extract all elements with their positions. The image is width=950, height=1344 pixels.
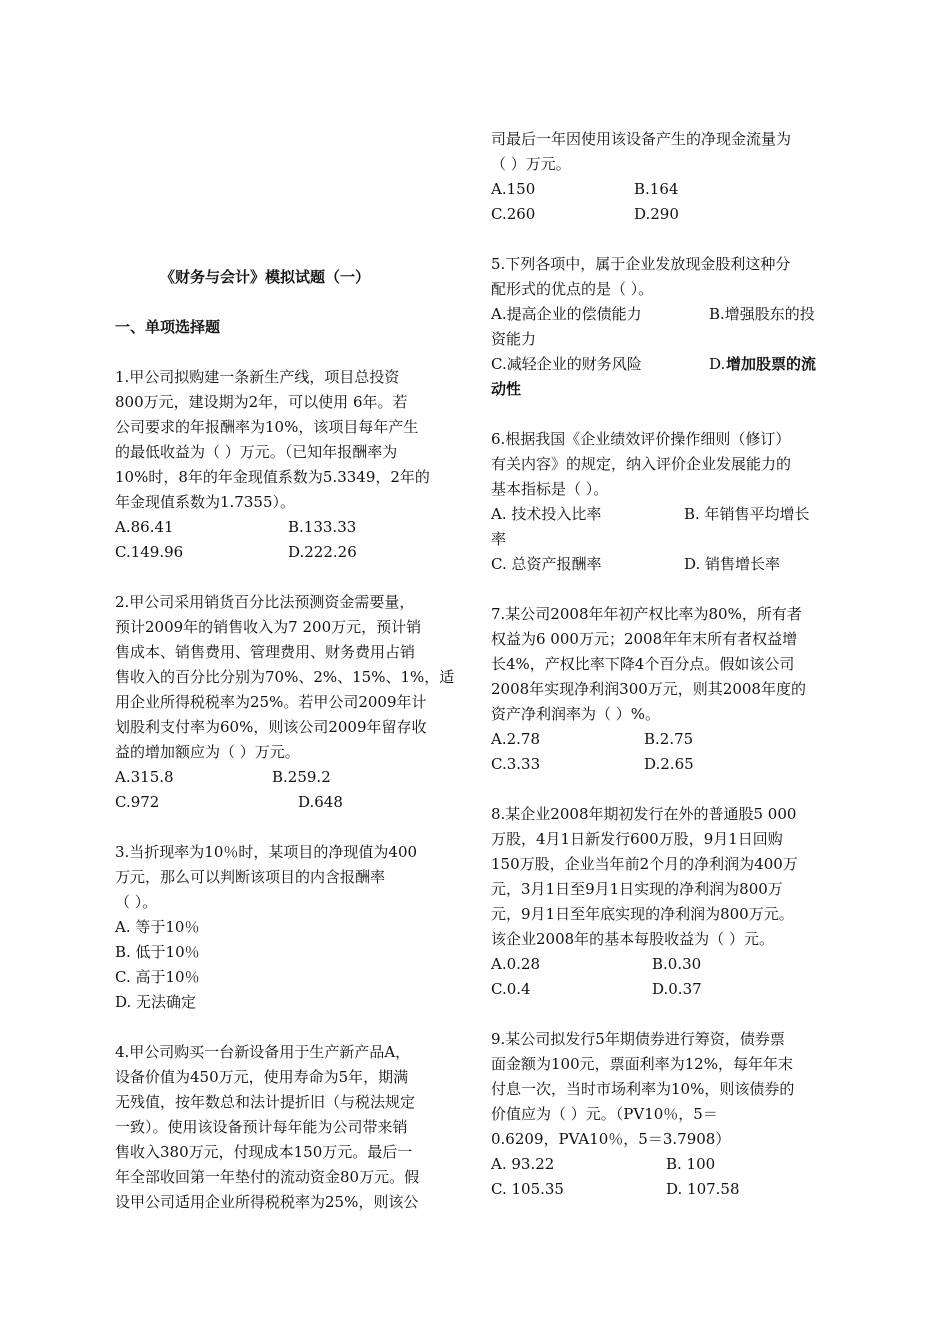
question-text-line: 800万元，建设期为2年，可以使用 6年。若 <box>115 393 408 411</box>
question-text-line: 1.甲公司拟购建一条新生产线，项目总投资 <box>115 368 400 386</box>
option-b: B.0.30 <box>652 955 702 973</box>
section-heading: 一、单项选择题 <box>115 318 221 336</box>
option-d: D.2.65 <box>644 755 694 773</box>
question-text-line: 权益为6 000万元；2008年年末所有者权益增 <box>491 630 798 648</box>
question-text-line: 的最低收益为（ ）万元。（已知年报酬率为 <box>115 443 398 461</box>
option-a: A.315.8 <box>115 768 174 786</box>
option-b: B. 年销售平均增长 <box>684 505 810 523</box>
option-c: C.972 <box>115 793 160 811</box>
option-c: C.260 <box>491 205 536 223</box>
option-b: B. 低于10％ <box>115 943 200 961</box>
option-a: A. 技术投入比率 <box>491 505 602 523</box>
option-a: A.0.28 <box>491 955 540 973</box>
question-text-line: 2.甲公司采用销货百分比法预测资金需要量， <box>115 593 415 611</box>
question-text-line: 配形式的优点的是（ ）。 <box>491 280 654 298</box>
question-text-line: 公司要求的年报酬率为10%，该项目每年产生 <box>115 418 419 436</box>
option-d: D. 销售增长率 <box>684 555 781 573</box>
question-text-line: 付息一次，当时市场利率为10%，则该债券的 <box>491 1080 795 1098</box>
question-text-line: 益的增加额应为（ ）万元。 <box>115 743 300 761</box>
option-b: B. 100 <box>666 1155 716 1173</box>
question-text-line: 元，3月1日至9月1日实现的净利润为800万 <box>491 880 783 898</box>
option-d: 增加股票的流 <box>726 355 817 373</box>
option-b: B.133.33 <box>288 518 357 536</box>
option-a: A. 93.22 <box>491 1155 555 1173</box>
question-text-line: 8.某企业2008年期初发行在外的普通股5 000 <box>491 805 797 823</box>
option-b: B.259.2 <box>272 768 331 786</box>
document-title: 《财务与会计》模拟试题（一） <box>160 268 371 286</box>
option-c: C. 高于10％ <box>115 968 200 986</box>
question-text-line: 用企业所得税税率为25%。若甲公司2009年计 <box>115 693 427 711</box>
question-text-line: 年全部收回第一年垫付的流动资金80万元。假 <box>115 1168 420 1186</box>
option-a: A.86.41 <box>115 518 174 536</box>
option-d: D.0.37 <box>652 980 702 998</box>
option-b: B.2.75 <box>644 730 694 748</box>
question-text-line: 7.某公司2008年年初产权比率为80%，所有者 <box>491 605 802 623</box>
question-text-line: 2008年实现净利润300万元，则其2008年度的 <box>491 680 806 698</box>
question-text-line: 售收入380万元，付现成本150万元。最后一 <box>115 1143 413 1161</box>
question-text-line: 面金额为100元，票面利率为12%，每年年末 <box>491 1055 793 1073</box>
question-text-line: 元，9月1日至年底实现的净利润为800万元。 <box>491 905 794 923</box>
question-text-line: 万股，4月1日新发行600万股，9月1日回购 <box>491 830 783 848</box>
question-text-line: 售成本、销售费用、管理费用、财务费用占销 <box>115 643 416 661</box>
question-text-line: 150万股，企业当年前2个月的净利润为400万 <box>491 855 798 873</box>
question-text-line: 0.6209，PVA10％，5＝3.7908） <box>491 1130 731 1148</box>
question-text-line: 无残值，按年数总和法计提折旧（与税法规定 <box>115 1093 416 1111</box>
question-text-line: 一致）。使用该设备预计每年能为公司带来销 <box>115 1118 408 1136</box>
question-text-line: 3.当折现率为10％时，某项目的净现值为400 <box>115 843 418 861</box>
option-a: A.2.78 <box>491 730 540 748</box>
question-text-line: （ ）。 <box>115 893 158 911</box>
option-d-letter: D. <box>709 355 726 373</box>
question-text-line: 基本指标是（ ）。 <box>491 480 609 498</box>
option-d-continued: 动性 <box>491 380 522 398</box>
question-text-line: 有关内容》的规定，纳入评价企业发展能力的 <box>491 455 792 473</box>
question-text-line: 设甲公司适用企业所得税税率为25%，则该公 <box>115 1193 419 1211</box>
option-a: A. 等于10％ <box>115 918 200 936</box>
question-text-line: 划股利支付率为60%，则该公司2009年留存收 <box>115 718 427 736</box>
question-text-line: 长4%，产权比率下降4个百分点。假如该公司 <box>491 655 795 673</box>
question-text-line: 资产净利润率为（ ）%。 <box>491 705 661 723</box>
option-c: C. 总资产报酬率 <box>491 555 602 573</box>
option-b: B.增强股东的投 <box>709 305 815 323</box>
option-d: D.290 <box>634 205 679 223</box>
question-text-line: 万元，那么可以判断该项目的内含报酬率 <box>115 868 386 886</box>
option-c: C.0.4 <box>491 980 531 998</box>
option-d: D.648 <box>298 793 343 811</box>
question-text-line: 售收入的百分比分别为70%、2%、15%、1%，适 <box>115 668 455 686</box>
option-d: D. 无法确定 <box>115 993 197 1011</box>
question-text-line: （ ）万元。 <box>491 155 571 173</box>
option-b-continued: 资能力 <box>491 330 537 348</box>
question-text-line: 司最后一年因使用该设备产生的净现金流量为 <box>491 130 792 148</box>
option-a: A.提高企业的偿债能力 <box>491 305 642 323</box>
question-text-line: 预计2009年的销售收入为7 200万元，预计销 <box>115 618 422 636</box>
option-c: C.149.96 <box>115 543 184 561</box>
question-text-line: 年金现值系数为1.7355）。 <box>115 493 295 511</box>
question-text-line: 设备价值为450万元，使用寿命为5年，期满 <box>115 1068 409 1086</box>
question-text-line: 9.某公司拟发行5年期债券进行筹资，债券票 <box>491 1030 785 1048</box>
option-b: B.164 <box>634 180 679 198</box>
question-text-line: 6.根据我国《企业绩效评价操作细则（修订） <box>491 430 791 448</box>
question-text-line: 价值应为（ ）元。（PV10％，5＝ <box>491 1105 718 1123</box>
option-a-continued: 率 <box>491 530 507 548</box>
option-a: A.150 <box>491 180 536 198</box>
option-d: D.222.26 <box>288 543 357 561</box>
question-text-line: 该企业2008年的基本每股收益为（ ）元。 <box>491 930 774 948</box>
question-text-line: 5.下列各项中，属于企业发放现金股利这种分 <box>491 255 791 273</box>
option-c: C. 105.35 <box>491 1180 564 1198</box>
option-c: C.减轻企业的财务风险 <box>491 355 642 373</box>
question-text-line: 10%时，8年的年金现值系数为5.3349，2年的 <box>115 468 430 486</box>
question-text-line: 4.甲公司购买一台新设备用于生产新产品A， <box>115 1043 411 1061</box>
option-c: C.3.33 <box>491 755 541 773</box>
option-d: D. 107.58 <box>666 1180 740 1198</box>
